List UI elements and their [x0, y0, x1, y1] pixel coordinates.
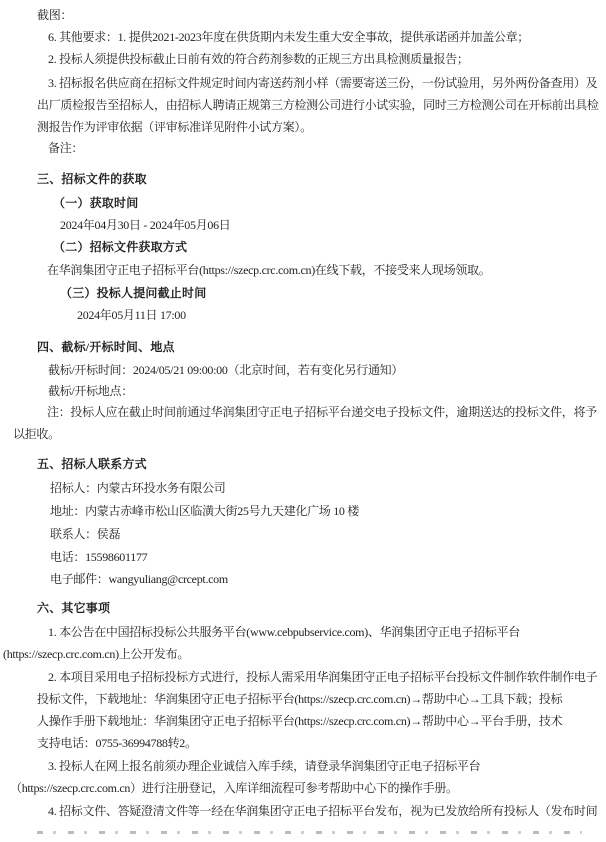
other-item-4-line-1: 4. 招标文件、答疑澄清文件等一经在华润集团守正电子招标平台发布，视为已发放给所有投标人（发布时间 — [48, 804, 598, 818]
remarks-label: 备注： — [48, 141, 84, 155]
email-line: 电子邮件：wangyuliang@crcept.com — [50, 572, 228, 586]
section-other-heading: 六、其它事项 — [37, 601, 111, 615]
deadline-note-line-1: 注：投标人应在截止时间前通过华润集团守正电子招标平台递交电子投标文件，逾期送达的投标文件，将予 — [47, 405, 597, 419]
other-item-2-line-4: 支持电话：0755-36994788转2。 — [37, 736, 197, 750]
subheading-obtain-time: （一）获取时间 — [53, 196, 139, 210]
obtain-method-text: 在华润集团守正电子招标平台(https://szecp.crc.com.cn)在线下载，不接受来人现场领取。 — [47, 263, 491, 277]
other-item-3-line-1: 3. 投标人在网上报名前须办理企业诚信入库手续，请登录华润集团守正电子招标平台 — [48, 759, 481, 773]
requirement-6-sub-3-line-1: 3. 招标报名供应商在招标文件规定时间内寄送药剂小样（需要寄送三份，一份试验用，另外两份备查用）及 — [48, 76, 598, 90]
cutoff-text-line — [37, 831, 582, 834]
section-deadline-heading: 四、截标/开标时间、地点 — [37, 340, 175, 354]
section-contact-heading: 五、招标人联系方式 — [37, 457, 147, 471]
bid-close-time-line: 截标/开标时间：2024/05/21 09:00:00（北京时间，若有变化另行通知） — [48, 363, 404, 377]
contact-person-line: 联系人：侯磊 — [50, 527, 121, 541]
tenderer-line: 招标人：内蒙古环投水务有限公司 — [50, 481, 226, 495]
subheading-question-deadline: （三）投标人提问截止时间 — [60, 286, 207, 300]
section-obtain-heading: 三、招标文件的获取 — [37, 172, 147, 186]
phone-line: 电话：15598601177 — [50, 550, 148, 564]
other-item-1-line-2: (https://szecp.crc.com.cn)上公开发布。 — [3, 647, 190, 661]
question-deadline-value: 2024年05月11日 17:00 — [77, 308, 186, 322]
requirement-6-sub-2-line: 2. 投标人须提供投标截止日前有效的符合药剂参数的正规三方出具检测质量报告； — [48, 52, 469, 66]
address-line: 地址：内蒙古赤峰市松山区临潢大街25号九天建化广场 10 楼 — [50, 504, 360, 518]
other-item-2-line-3: 人操作手册下载地址：华润集团守正电子招标平台(https://szecp.crc.com.cn)→帮助中心→平台手册，技术 — [37, 714, 563, 728]
other-item-2-line-1: 2. 本项目采用电子招标投标方式进行，投标人需采用华润集团守正电子招标平台投标文件制作软件制作电子 — [48, 670, 598, 684]
other-item-2-line-2: 投标文件，下载地址：华润集团守正电子招标平台(https://szecp.crc.com.cn)→帮助中心→工具下载；投标 — [37, 692, 563, 706]
requirement-6-sub-3-line-3: 测报告作为评审依据（评审标准详见附件小试方案）。 — [37, 120, 312, 134]
subheading-obtain-method: （二）招标文件获取方式 — [53, 240, 188, 254]
other-item-1-line-1: 1. 本公告在中国招标投标公共服务平台(www.cebpubservice.com)、华润集团守正电子招标平台 — [48, 625, 521, 639]
other-item-3-line-2: （https://szecp.crc.com.cn）进行注册登记，入库详细流程可参考帮助中心下的操作手册。 — [10, 781, 458, 795]
deadline-note-line-2: 以拒收。 — [13, 427, 60, 441]
obtain-time-value: 2024年04月30日 - 2024年05月06日 — [60, 218, 231, 232]
screenshot-label: 截图： — [37, 8, 73, 22]
bid-open-location-line: 截标/开标地点： — [48, 384, 133, 398]
requirement-6-sub-3-line-2: 出厂质检报告至招标人，由招标人聘请正规第三方检测公司进行小试实验，同时三方检测公司在开标前出具检 — [37, 98, 599, 112]
requirement-6-line: 6. 其他要求：1. 提供2021-2023年度在供货期内未发生重大安全事故，提供承诺函并加盖公章； — [48, 30, 529, 44]
